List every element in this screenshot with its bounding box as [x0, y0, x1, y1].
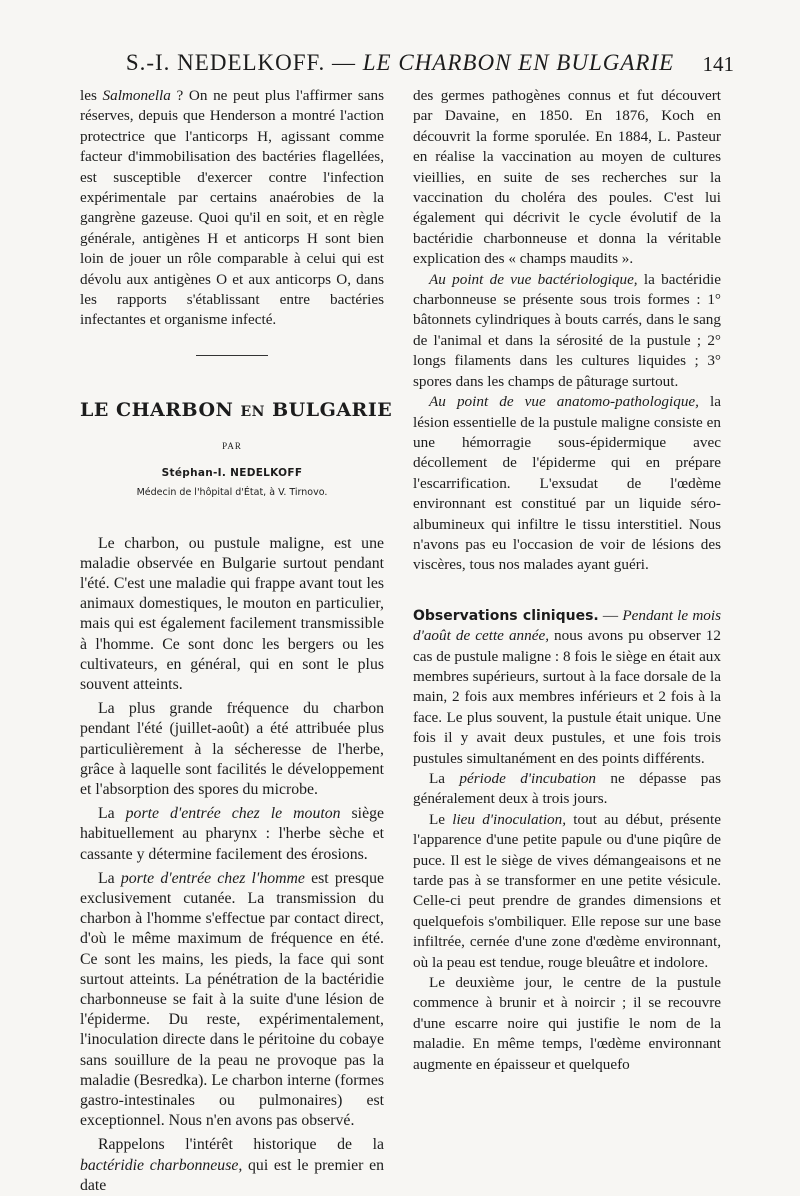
left-column — [80, 86, 384, 1196]
paragraph: Le deuxième jour, le centre de la pustule commence à brunir et à noircir ; il se recouvre d'une escarre noire qui justifie le nom de la maladie. En même temps, l'œdème environnant augmente en épaisseur et quelquefo — [413, 973, 721, 1075]
section-divider — [196, 355, 268, 356]
observations-paragraph: Observations cliniques. — Pendant le mois d'août de cette année, nous avons pu observer 12 cas de pustule maligne : 8 fois le siège en était aux membres supérieurs, surtout à la face dorsale de la main, 2 fois aux membres inférieurs et 2 fois à la face. Le plus souvent, la pustule était unique. Une fois il y avait deux pustules, et une fois trois pustules simultanément en des points différents. — [413, 606, 721, 769]
paragraph: La porte d'entrée chez l'homme est presque exclusivement cutanée. La transmission du charbon à l'homme s'effectue par contact direct, d'où le même maximum de fréquence en été. Ce sont les mains, les pieds, la face qui sont surtout atteints. La pénétration de la bactéridie charbonneuse se fait à la suite d'une lésion de l'épiderme. Du reste, expérimentalement, l'inoculation directe dans le péritoine du cobaye sans souillure de la peau ne provoque pas la maladie (Besredka). Le charbon interne (formes gastro-intestinales ou pulmonaires) est exceptionnel. Nous n'en avons pas observé. — [80, 869, 384, 1132]
paragraph: des germes pathogènes connus et fut découvert par Davaine, en 1850. En 1876, Koch en découvrit la forme sporulée. En 1884, L. Pasteur en réalise la vaccination au moyen de cultures vieillies, en suite de ses recherches sur la vaccination du choléra des poules. C'est lui également qui décrivit le cycle évolutif de la bactéridie charbonneuse et donna la véritable explication des « champs maudits ». — [413, 86, 721, 270]
author-affiliation: Médecin de l'hôpital d'État, à V. Tirnovo. — [80, 483, 384, 503]
paragraph: Au point de vue anatomo-pathologique, la lésion essentielle de la pustule maligne consiste en une hémorragie sous-épidermique avec décollement de l'épiderme qui en prépare l'escarrification. L'exsudat de l'œdème environnant est constitué par un liquide séro-albumineux qui infiltre le tissu interstitiel. Nous n'avons pas eu l'occasion de voir de lésions des viscères, tous nos malades ayant guéri. — [413, 392, 721, 576]
right-column — [413, 86, 721, 1075]
article-title: LE CHARBON EN BULGARIE — [80, 400, 384, 422]
continuation-paragraph: les Salmonella ? On ne peut plus l'affirmer sans réserves, depuis que Henderson a montré l'action protectrice que l'anticorps H, agissant comme facteur d'immobilisation des bactéries flagellées, est susceptible d'exercer contre l'infection expérimentale par certains anaérobies de la gangrène gazeuse. Quoi qu'il en soit, et en règle générale, antigènes H et anticorps H sont bien loin de jouer un rôle comparable à celui qui est dévolu aux antigènes O et aux anticorps O, dans les rapports s'établissant entre bactéries infectantes et organisme infecté. — [80, 86, 384, 331]
paragraph: La période d'incubation ne dépasse pas généralement deux à trois jours. — [413, 769, 721, 810]
paragraph: Au point de vue bactériologique, la bactéridie charbonneuse se présente sous trois formes : 1° bâtonnets cylindriques à bouts carrés, dans le sang de l'animal et dans la sérosité de la pustule ; 2° longs filaments dans les cultures liquides ; 3° spores dans les champs de pâturage surtout. — [413, 270, 721, 392]
running-head-author: S.-I. NEDELKOFF. — [126, 50, 325, 75]
running-head-article: LE CHARBON EN BULGARIE — [363, 50, 674, 75]
paragraph: Rappelons l'intérêt historique de la bactéridie charbonneuse, qui est le premier en date — [80, 1135, 384, 1196]
paragraph: Le lieu d'inoculation, tout au début, présente l'apparence d'une petite papule ou d'une piqûre de puce. Il est le siège de vives démangeaisons et ne tarde pas à se transformer en une petite vésicule. Celle-ci peut prendre de grandes dimensions et quelquefois s'ombiliquer. Elle repose sur une base infiltrée, cernée d'une zone d'œdème environnant, où la peau est tendue, rouge bleuâtre et indolore. — [413, 810, 721, 973]
paragraph: La porte d'entrée chez le mouton siège habituellement au pharynx : l'herbe sèche et cassante y détermine facilement des érosions. — [80, 804, 384, 865]
running-head — [0, 50, 800, 84]
author-name: Stéphan-I. NEDELKOFF — [80, 463, 384, 483]
page-number: 141 — [703, 52, 735, 77]
article-body-left — [80, 534, 384, 1196]
paragraph: Le charbon, ou pustule maligne, est une maladie observée en Bulgarie surtout pendant l'été. C'est une maladie qui frappe avant tout les animaux domestiques, le mouton en particulier, mais qui est également facilement transmissible à l'homme. Ce sont donc les bergers ou les cultivateurs, en général, qui en sont le plus souvent atteints. — [80, 534, 384, 696]
observations-heading: Observations cliniques. — [413, 608, 599, 624]
byline-par: PAR — [80, 436, 384, 456]
paragraph: La plus grande fréquence du charbon pendant l'été (juillet-août) a été attribuée plus particulièrement à la sécheresse de l'herbe, grâce à laquelle sont facilités le développement et l'absorption des spores du microbe. — [80, 699, 384, 800]
running-head-title: S.-I. NEDELKOFF. — LE CHARBON EN BULGARIE — [0, 50, 800, 76]
